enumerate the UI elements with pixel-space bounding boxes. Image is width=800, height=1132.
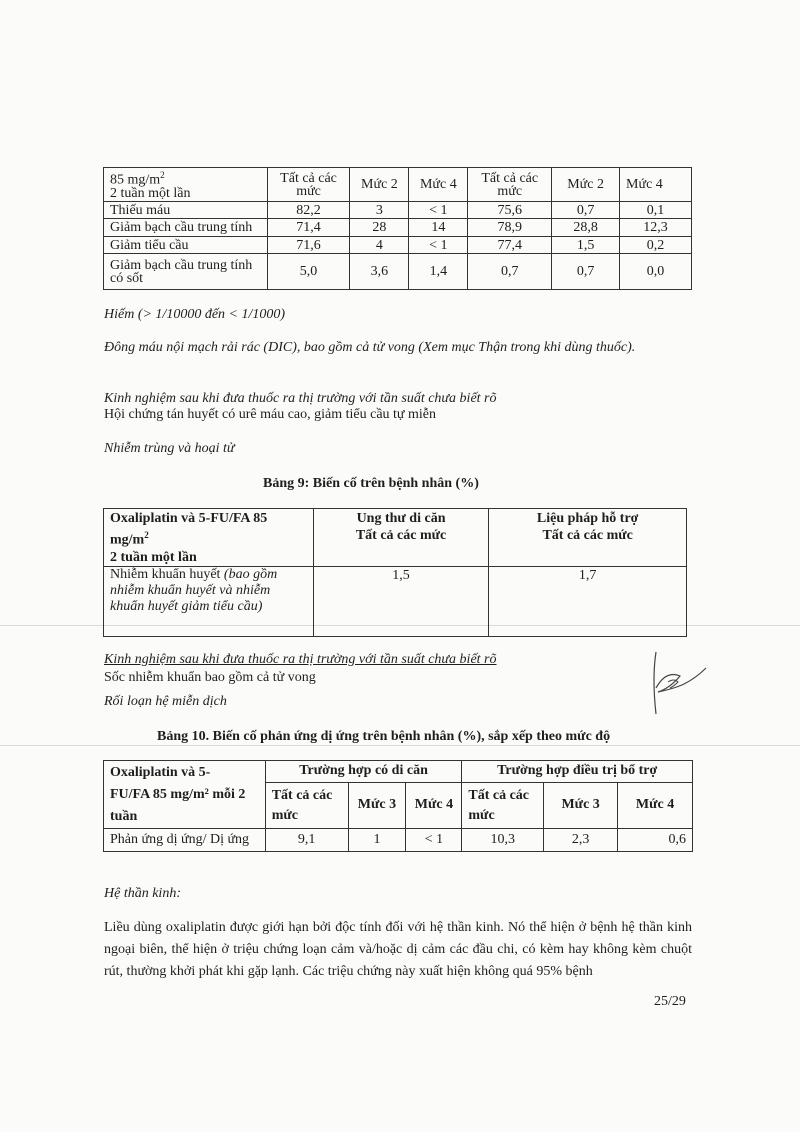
row-label: Giảm bạch cầu trung tính — [104, 219, 268, 237]
cell: 77,4 — [468, 237, 552, 254]
septic-shock-text: Sốc nhiễm khuẩn bao gồm cả tử vong — [104, 670, 316, 685]
header-cell: Tất cả các mức — [265, 783, 348, 829]
cell: 2,3 — [544, 829, 618, 852]
cell: 71,4 — [267, 219, 350, 237]
header-cell: Mức 4 — [618, 783, 693, 829]
postmarket-heading: Kinh nghiệm sau khi đưa thuốc ra thị trường với tần suất chưa biết rõ — [104, 391, 497, 406]
cell: 75,6 — [468, 202, 552, 219]
cell: 0,7 — [552, 254, 620, 290]
header-cell: Liệu pháp hỗ trợ Tất cả các mức — [489, 509, 687, 567]
header-cell: Tất cả các mức — [462, 783, 544, 829]
cell: 9,1 — [265, 829, 348, 852]
dic-text: Đông máu nội mạch rải rác (DIC), bao gồm cả tử vong (Xem mục Thận trong khi dùng thuốc). — [104, 340, 636, 355]
row-label: Thiếu máu — [104, 202, 268, 219]
cell: 1,4 — [409, 254, 468, 290]
nervous-system-paragraph: Liều dùng oxaliplatin được giới hạn bởi độc tính đối với hệ thần kinh. Nó thể hiện ở bệnh hệ thần kinh ngoại biên, thể hiện ở triệu chứng loạn cảm và/hoặc dị cảm các đầu chi, có kèm hay không kèm chuột rút, thường khởi phát khi gặp lạnh. Các triệu chứng này xuất hiện không quá 95% bệnh — [104, 920, 692, 979]
cell: 10,3 — [462, 829, 544, 852]
cell: < 1 — [406, 829, 462, 852]
cell: 0,1 — [620, 202, 692, 219]
cell: 3,6 — [350, 254, 409, 290]
signature-mark — [650, 648, 710, 718]
cell: < 1 — [409, 237, 468, 254]
cell: < 1 — [409, 202, 468, 219]
cell: 1,5 — [313, 566, 489, 636]
table-header-row — [104, 761, 693, 783]
cell: 0,2 — [620, 237, 692, 254]
table-row — [104, 202, 692, 219]
table10 — [103, 760, 693, 852]
infection-heading: Nhiễm trùng và hoại tử — [104, 441, 235, 456]
immune-heading: Rối loạn hệ miễn dịch — [104, 694, 227, 709]
header-cell: Ung thư di căn Tất cả các mức — [313, 509, 489, 567]
hus-text: Hội chứng tán huyết có urê máu cao, giảm tiểu cầu tự miễn — [104, 407, 437, 422]
cell: 82,2 — [267, 202, 350, 219]
row-label: Giảm tiểu cầu — [104, 237, 268, 254]
cell: 0,0 — [620, 254, 692, 290]
header-cell: Oxaliplatin và 5-FU/FA 85 $mg/m^2$ 2 tuần một lần — [104, 509, 314, 567]
header-cell: Mức 4 — [406, 783, 462, 829]
header-cell: Mức 3 — [348, 783, 406, 829]
cell: 1,7 — [489, 566, 687, 636]
table-row — [104, 219, 692, 237]
postmarket-heading-2: Kinh nghiệm sau khi đưa thuốc ra thị trường với tần suất chưa biết rõ — [104, 652, 497, 667]
table-row — [104, 829, 693, 852]
cell: 78,9 — [468, 219, 552, 237]
cell: 3 — [350, 202, 409, 219]
header-cell: Mức 2 — [350, 168, 409, 202]
cell: 71,6 — [267, 237, 350, 254]
header-cell: Mức 3 — [544, 783, 618, 829]
row-label: Phản ứng dị ứng/ Dị ứng — [104, 829, 266, 852]
header-cell: Oxaliplatin và 5- FU/FA 85 mg/m² mỗi 2 tuần — [104, 761, 266, 829]
cell: 28,8 — [552, 219, 620, 237]
table-row — [104, 566, 687, 636]
table9-title: Bảng 9: Biến cố trên bệnh nhân (%) — [263, 476, 479, 491]
page-number: 25/29 — [654, 994, 686, 1009]
group-header: Trường hợp điều trị bổ trợ — [462, 761, 693, 783]
cell: 4 — [350, 237, 409, 254]
cell: 28 — [350, 219, 409, 237]
hematology-table — [103, 167, 692, 290]
frequency-heading-rare: Hiếm (> 1/10000 đến < 1/1000) — [104, 307, 286, 322]
header-cell: Tất cả các mức — [468, 168, 552, 202]
cell: 12,3 — [620, 219, 692, 237]
cell: 5,0 — [267, 254, 350, 290]
table-header-row — [104, 168, 692, 202]
header-cell: Tất cả các mức — [267, 168, 350, 202]
nervous-system-heading: Hệ thần kinh: — [104, 886, 181, 901]
cell: 1 — [348, 829, 406, 852]
cell: 0,7 — [468, 254, 552, 290]
header-cell: Mức 4 — [409, 168, 468, 202]
cell: 0,7 — [552, 202, 620, 219]
row-label: Nhiễm khuẩn huyết (bao gồm nhiễm khuẩn huyết và nhiễm khuẩn huyết giảm tiểu cầu) — [104, 566, 314, 636]
table-row — [104, 254, 692, 290]
table9 — [103, 508, 687, 637]
header-cell: Mức 4 — [620, 168, 692, 202]
cell: 1,5 — [552, 237, 620, 254]
table10-title: Bảng 10. Biến cố phản ứng dị ứng trên bệnh nhân (%), sắp xếp theo mức độ — [157, 729, 611, 744]
table-header-row — [104, 509, 687, 567]
table-row — [104, 237, 692, 254]
header-cell: Mức 2 — [552, 168, 620, 202]
row-label: Giảm bạch cầu trung tính có sốt — [104, 254, 268, 290]
group-header: Trường hợp có di căn — [265, 761, 462, 783]
cell: 0,6 — [618, 829, 693, 852]
cell: 14 — [409, 219, 468, 237]
header-cell: 85 $mg/m^2$ 2 tuần một lần — [104, 168, 268, 202]
